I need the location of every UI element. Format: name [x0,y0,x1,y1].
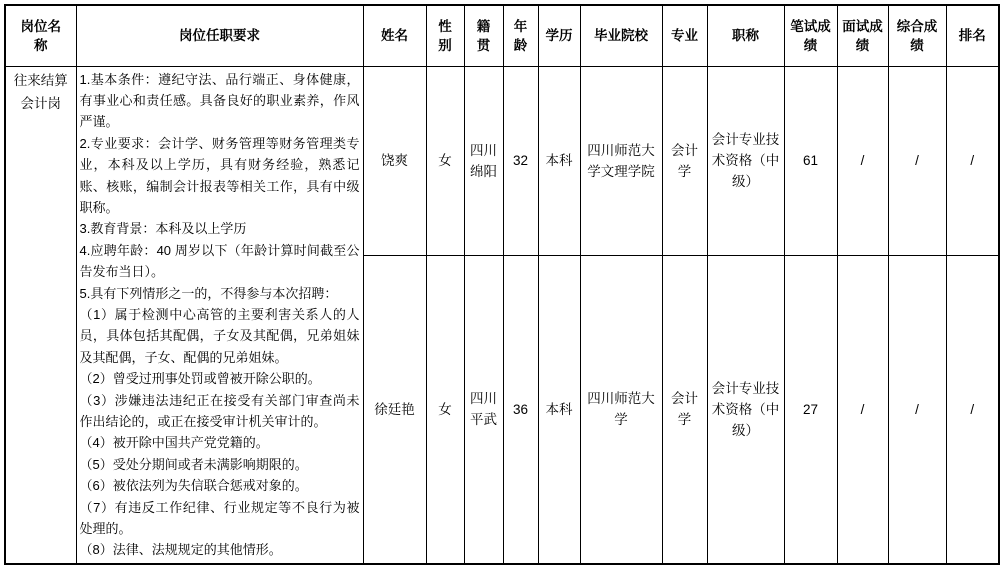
header-position-name-label: 岗位名称 [20,18,61,53]
header-written-score [784,5,837,66]
header-rank-label: 排名 [958,28,986,44]
header-education-label: 学历 [545,28,573,44]
cell-written-score: 61 [784,66,837,256]
header-gender-label: 性别 [438,18,452,53]
header-age-label: 年龄 [513,18,528,53]
header-hometown-label: 籍贯 [476,18,491,53]
header-name [363,5,426,66]
cell-age: 32 [503,66,538,256]
requirement-line: （4）被开除中国共产党党籍的。 [79,435,269,451]
requirement-line: （1）属于检测中心高管的主要利害关系人的人员，具体包括其配偶，子女及其配偶，兄弟姐妹及其配偶，子女、配偶的兄弟姐妹。 [79,306,360,365]
header-requirements-label: 岗位任职要求 [179,28,260,44]
cell-major: 会计学 [662,256,707,564]
header-overall-score [888,5,946,66]
requirement-line: 1.基本条件：遵纪守法、品行端正、身体健康，有事业心和责任感。具备良好的职业素养，作风严谨。 [79,71,360,130]
table-row [5,66,999,256]
requirement-line: 2.专业要求：会计学、财务管理等财务管理类专业，本科及以上学历，具有财务经验，熟悉记账、核账，编制会计报表等相关工作，具有中级职称。 [79,135,360,215]
cell-age: 36 [503,256,538,564]
cell-position-name: 往来结算会计岗 [5,66,76,564]
header-interview-score-label: 面试成绩 [842,18,883,53]
cell-gender: 女 [426,66,464,256]
cell-rank: / [946,66,999,256]
header-position-name [5,5,76,66]
cell-overall-score: / [888,66,946,256]
cell-hometown: 四川绵阳 [464,66,503,256]
cell-rank: / [946,256,999,564]
cell-interview-score: / [837,66,888,256]
header-interview-score [837,5,888,66]
recruitment-table [4,4,1000,565]
cell-interview-score: / [837,256,888,564]
cell-title: 会计专业技术资格（中级） [707,256,784,564]
header-overall-score-label: 综合成绩 [896,18,938,53]
requirement-line: （5）受处分期间或者未满影响期限的。 [79,456,308,472]
requirement-line: （3）涉嫌违法违纪正在接受有关部门审查尚未作出结论的，或正在接受审计机关审计的。 [79,392,360,429]
header-school-label: 毕业院校 [594,28,648,44]
header-name-label: 姓名 [381,28,408,44]
requirement-line: （2）曾受过刑事处罚或曾被开除公职的。 [79,371,321,387]
header-age [503,5,538,66]
table-header-row [5,5,999,66]
cell-education: 本科 [538,66,580,256]
cell-written-score: 27 [784,256,837,564]
requirement-line: （8）法律、法规规定的其他情形。 [79,542,282,558]
header-title-label: 职称 [732,28,759,44]
requirement-line: 4.应聘年龄：40 周岁以下（年龄计算时间截至公告发布当日）。 [79,242,360,280]
header-requirements [76,5,363,66]
header-school [580,5,662,66]
header-rank [946,5,999,66]
cell-requirements [76,66,363,564]
cell-name: 徐廷艳 [363,256,426,564]
cell-school: 四川师范大学文理学院 [580,66,662,256]
cell-major: 会计学 [662,66,707,256]
cell-hometown: 四川平武 [464,256,503,564]
header-title [707,5,784,66]
header-hometown [464,5,503,66]
cell-gender: 女 [426,256,464,564]
header-major [662,5,707,66]
requirement-line: （6）被依法列为失信联合惩戒对象的。 [79,478,308,494]
requirement-line: （7）有违反工作纪律、行业规定等不良行为被处理的。 [79,499,360,537]
cell-overall-score: / [888,256,946,564]
cell-title: 会计专业技术资格（中级） [707,66,784,256]
cell-education: 本科 [538,256,580,564]
header-written-score-label: 笔试成绩 [790,18,831,53]
header-education [538,5,580,66]
header-gender [426,5,464,66]
requirement-line: 3.教育背景：本科及以上学历 [79,221,247,237]
cell-school: 四川师范大学 [580,256,662,564]
requirement-line: 5.具有下列情形之一的，不得参与本次招聘： [79,285,338,301]
cell-name: 饶爽 [363,66,426,256]
header-major-label: 专业 [671,28,698,44]
